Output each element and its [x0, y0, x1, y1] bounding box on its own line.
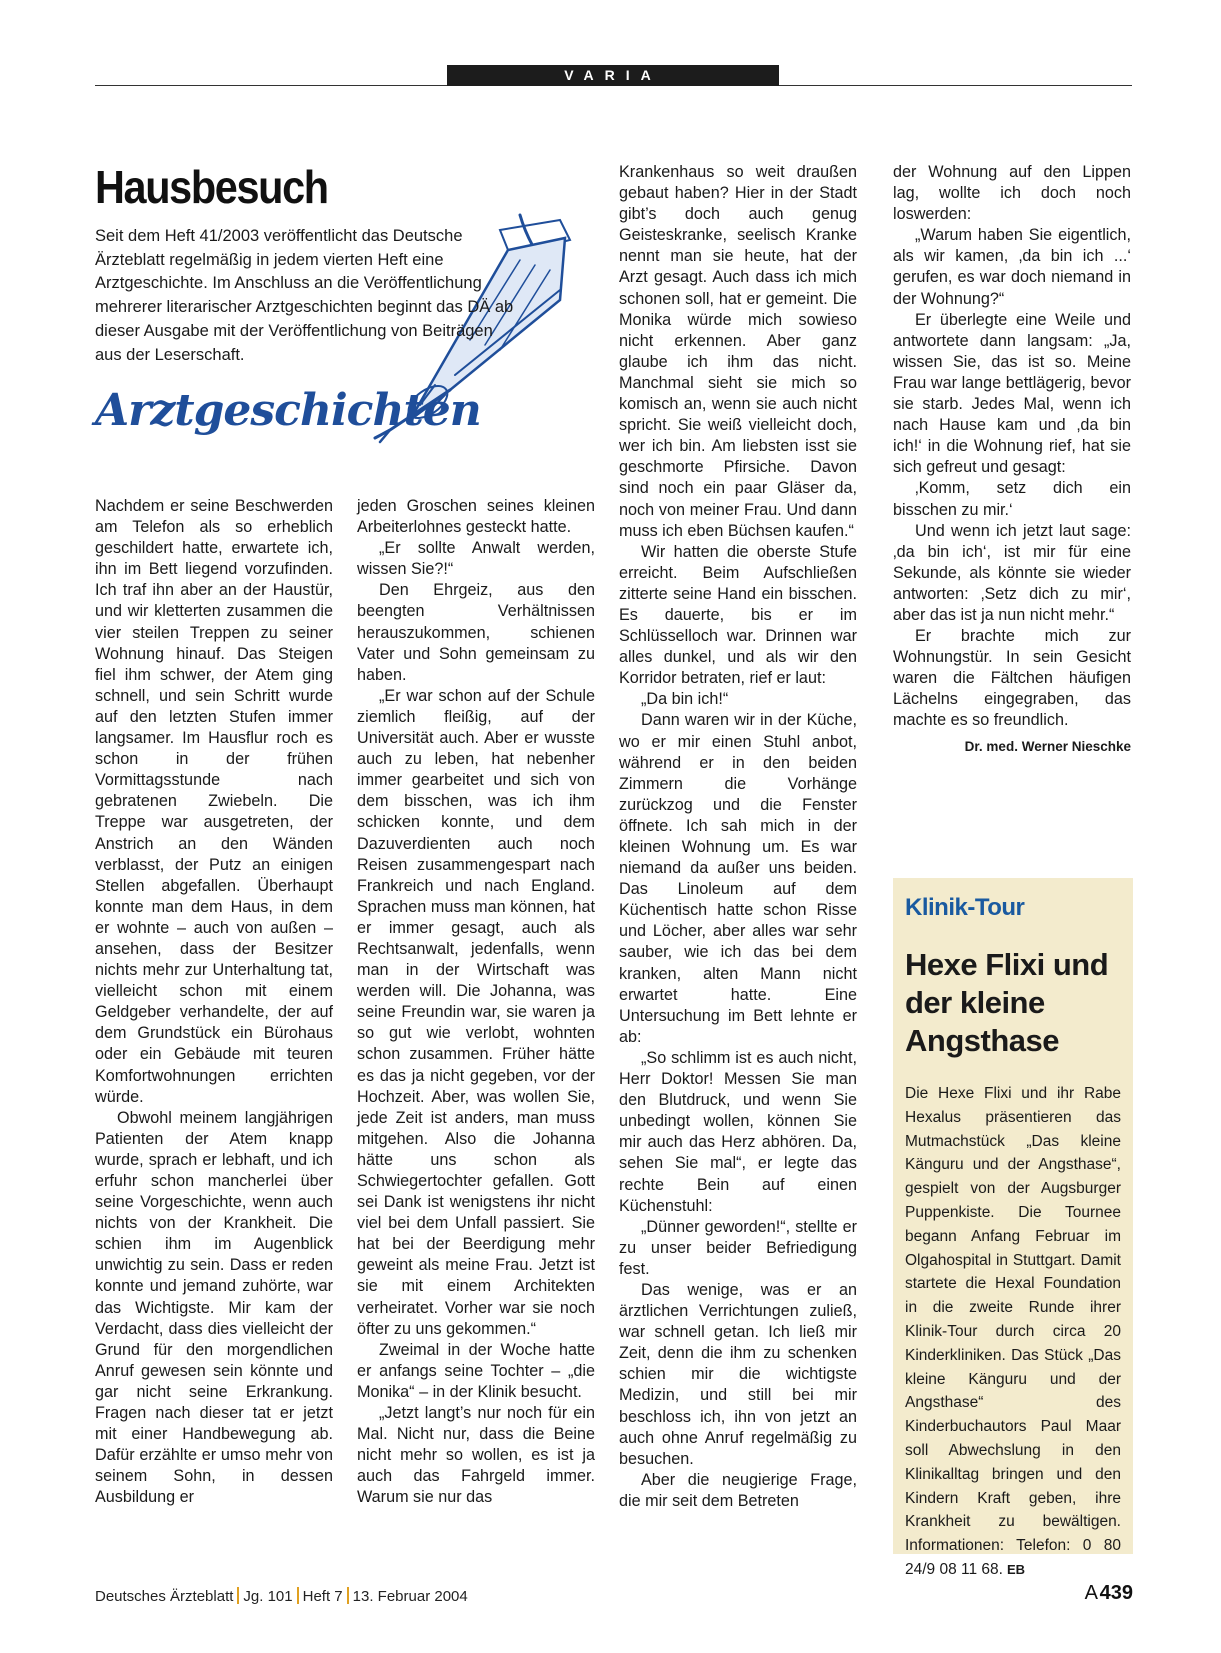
article-intro: Seit dem Heft 41/2003 veröffentlicht das Deutsche Ärzteblatt regelmäßig in jedem vierten Heft eine Arztgeschichte. Im Anschluss an die Veröffentlichung mehrerer literarischer Arztgeschichten beginnt das DÄ ab dieser Ausgabe mit der Veröffentlichung von Beiträgen aus der Leserschaft.: [95, 227, 514, 364]
page-prefix: A: [1084, 1582, 1098, 1604]
article-column-1: [95, 496, 333, 1509]
page-number: [1085, 1582, 1133, 1605]
paragraph: Aber die neugierige Frage, die mir seit dem Betreten: [619, 1470, 857, 1510]
article-title: Hausbesuch: [95, 161, 328, 213]
paragraph: Obwohl meinem langjährigen Patienten der Atem knapp wurde, sprach er lebhaft, und ich erfuhr schon mancherlei über seine Vorgeschichte, wenn auch nichts von der Krankheit. Die schien ihm im Augenblick unwichtig zu sein. Dass er reden konnte und jemand zuhörte, war das Wichtigste. Mir kam der Verdacht, dass dies vielleicht der Grund für den morgendlichen Anruf gewesen sein könnte und gar nicht seine Erkrankung. Fragen nach dieser tat er jetzt mit einer Handbewegung ab. Dafür erzählte er umso mehr von seinem Sohn, in dessen Ausbildung er: [95, 1108, 333, 1507]
sidebar-initials: EB: [1006, 1561, 1026, 1577]
paragraph: der Wohnung auf den Lippen lag, wollte ich doch noch loswerden:: [893, 163, 1131, 224]
footer-date: 13. Februar 2004: [352, 1588, 468, 1605]
footer-journal: Deutsches Ärzteblatt: [95, 1588, 234, 1605]
article-column-2: [357, 496, 595, 1509]
paragraph: Er brachte mich zur Wohnungstür. In sein Gesicht waren die Fältchen häufigen Lächelns eingegraben, das machte es so freundlich.: [893, 627, 1131, 730]
paragraph: „Jetzt langt’s nur noch für ein Mal. Nicht nur, dass die Beine nicht mehr so wollen, es ist ja auch das Fahrgeld immer. Warum sie nur das: [357, 1404, 595, 1507]
arztgeschichten-logo: Arztgeschichten: [95, 385, 481, 436]
article-column-4: [893, 162, 1131, 757]
footer-separator: [347, 1587, 349, 1604]
sidebar-kicker: Klinik-Tour: [905, 894, 1025, 921]
paragraph: „Dünner geworden!“, stellte er zu unser beider Befriedigung fest.: [619, 1217, 857, 1278]
paragraph: „So schlimm ist es auch nicht, Herr Doktor! Messen Sie man den Blutdruck, und wenn Sie unbedingt wollen, können Sie mir auch das Herz abhören. Da, sehen Sie mal“, er legte das rechte Bein auf einen Küchenstuhl:: [619, 1048, 857, 1215]
paragraph: Zweimal in der Woche hatte er anfangs seine Tochter – „die Monika“ – in der Klinik besucht.: [357, 1340, 595, 1401]
paragraph: „Da bin ich!“: [641, 690, 729, 709]
paragraph: Das wenige, was er an ärztlichen Verrichtungen zuließ, war schnell getan. Ich ließ mir Zeit, denn die ihm zu schenken schien mir die wichtigste Medizin, und still bei mir beschloss ich, ihn von jetzt an auch ohne Anruf regelmäßig zu besuchen.: [619, 1280, 857, 1468]
paragraph: jeden Groschen seines kleinen Arbeiterlohnes gesteckt hatte.: [357, 497, 595, 537]
page-number-value: 439: [1099, 1582, 1133, 1604]
paragraph: Krankenhaus so weit draußen gebaut haben? Hier in der Stadt gibt’s doch auch genug Geisteskranke, seelisch Kranke nennt man sie heute, hat der Arzt gesagt. Auch dass ich mich schonen soll, hat er gemeint. Die Monika würde mich sowieso nicht erkennen. Aber ganz glaube ich ihm das nicht. Manchmal sieht sie mich so komisch an, wenn sie auch nicht spricht. Sie weiß vielleicht doch, wer ich bin. Am liebsten isst sie geschmorte Pfirsiche. Davon sind noch ein paar Gläser da, noch von meiner Frau. Und dann muss ich eben Büchsen kaufen.“: [619, 163, 857, 540]
paragraph: Dann waren wir in der Küche, wo er mir einen Stuhl anbot, während er in den beiden Zimmern die Vorhänge zurückzog und die Fenster öffnete. Ich sah mich in der kleinen Wohnung um. Es war niemand da außer uns beiden. Das Linoleum auf dem Küchentisch hatte schon Risse und Löcher, aber alles war sehr sauber, wie ich das bei dem kranken, alten Mann nicht erwartet hatte. Eine Untersuchung im Bett lehnte er ab:: [619, 711, 857, 1046]
paragraph: Nachdem er seine Beschwerden am Telefon als so erheblich geschildert hatte, erwartete ich, ihn im Bett liegend vorzufinden. Ich traf ihn aber an der Haustür, und wir kletterten zusammen die vier steilen Treppen zu seiner Wohnung hinauf. Das Steigen fiel ihm schwer, der Atem ging schnell, und sein Schritt wurde auf den letzten Stufen immer langsamer. Im Hausflur roch es schon in der frühen Vormittagsstunde nach gebratenen Zwiebeln. Die Treppe war ausgetreten, der Anstrich an den Wänden verblasst, der Putz an einigen Stellen abgefallen. Überhaupt konnte man dem Haus, in dem er wohnte – auch von außen – ansehen, dass der Besitzer nichts mehr zur Unterhaltung tat, vielleicht schon mit einem Geldgeber verhandelte, der auf dem Grundstück ein Bürohaus oder ein Gebäude mit teuren Komfortwohnungen errichten würde.: [95, 497, 333, 1106]
paragraph: „Er war schon auf der Schule ziemlich fleißig, auf der Universität auch. Aber er wusste auch zu leben, hat nebenher immer gearbeitet und sich von dem bisschen, was ich ihm schicken konnte, und dem Dazuverdienten auch noch Reisen zusammengespart nach Frankreich und nach England. Sprachen muss man können, hat er immer gesagt, auch als Rechtsanwalt, jedenfalls, wenn man in der Wirtschaft was werden will. Die Johanna, was seine Freundin war, sie waren ja so gut wie verlobt, wohnten schon zusammen. Früher hätte es das ja nicht gegeben, vor der Hochzeit. Aber, was wollen Sie, jede Zeit ist anders, man muss mitgehen. Also die Johanna hätte uns schon als Schwiegertochter gefallen. Gott sei Dank ist wenigstens ihr nicht viel bei dem Unfall passiert. Sie hat bei der Beerdigung mehr geweint als meine Frau. Jetzt ist sie mit einem Architekten verheiratet. Vorher war sie noch öfter zu uns gekommen.“: [357, 686, 595, 1338]
sidebar-box: [893, 878, 1133, 1578]
paragraph: Und wenn ich jetzt laut sage: ‚da bin ich‘, ist mir für eine Sekunde, als könnte sie wieder antworten: ‚Setz dich zu mir‘, aber das ist ja nun nicht mehr.“: [893, 521, 1131, 624]
section-label: VARIA: [447, 65, 779, 86]
paragraph: „Er sollte Anwalt werden, wissen Sie?!“: [357, 539, 595, 579]
article-column-3: [619, 162, 857, 1512]
paragraph: Den Ehrgeiz, aus den beengten Verhältnissen herauszukommen, schienen Vater und Sohn gemeinsam zu haben.: [357, 581, 595, 684]
paragraph: Wir hatten die oberste Stufe erreicht. Beim Aufschließen zitterte seine Hand ein bisschen. Es dauerte, bis er im Schlüsselloch war. Drinnen war alles dunkel, und als wir den Korridor betraten, rief er laut:: [619, 542, 857, 688]
footer-separator: [237, 1587, 239, 1604]
footer: [95, 1587, 468, 1605]
paragraph: ‚Komm, setz dich ein bisschen zu mir.‘: [893, 479, 1131, 519]
sidebar-body: [905, 1082, 1121, 1582]
sidebar-headline: Hexe Flixi und der kleine Angsthase: [905, 947, 1109, 1058]
paragraph: „Warum haben Sie eigentlich, als wir kamen, ‚da bin ich ...‘ gerufen, es war doch niemand in der Wohnung?“: [893, 226, 1131, 308]
sidebar-body-text: Die Hexe Flixi und ihr Rabe Hexalus präsentieren das Mutmachstück „Das kleine Känguru und der Angsthase“, gespielt von der Augsburger Puppenkiste. Die Tournee begann Anfang Februar im Olgahospital in Stuttgart. Damit startete die Hexal Foundation in die zweite Runde ihrer Klinik-Tour durch circa 20 Kinderkliniken. Das Stück „Das kleine Känguru und der Angsthase“ des Kinderbuchautors Paul Maar soll Abwechslung in den Klinikalltag bringen und den Kindern Kraft geben, ihre Krankheit zu bewältigen. Informationen: Telefon: 0 80 24/9 08 11 68.: [905, 1085, 1121, 1578]
paragraph: Er überlegte eine Weile und antwortete dann langsam: „Ja, wissen Sie, das ist so. Meine Frau war lange bettlägerig, bevor sie starb. Jedes Mal, wenn ich nach Hause kam und ‚da bin ich!‘ in die Wohnung rief, hat sie sich gefreut und gesagt:: [893, 310, 1131, 477]
author-signature: Dr. med. Werner Nieschke: [964, 738, 1131, 754]
footer-volume: Jg. 101: [243, 1588, 293, 1605]
footer-separator: [297, 1587, 299, 1604]
footer-issue: Heft 7: [302, 1588, 343, 1605]
